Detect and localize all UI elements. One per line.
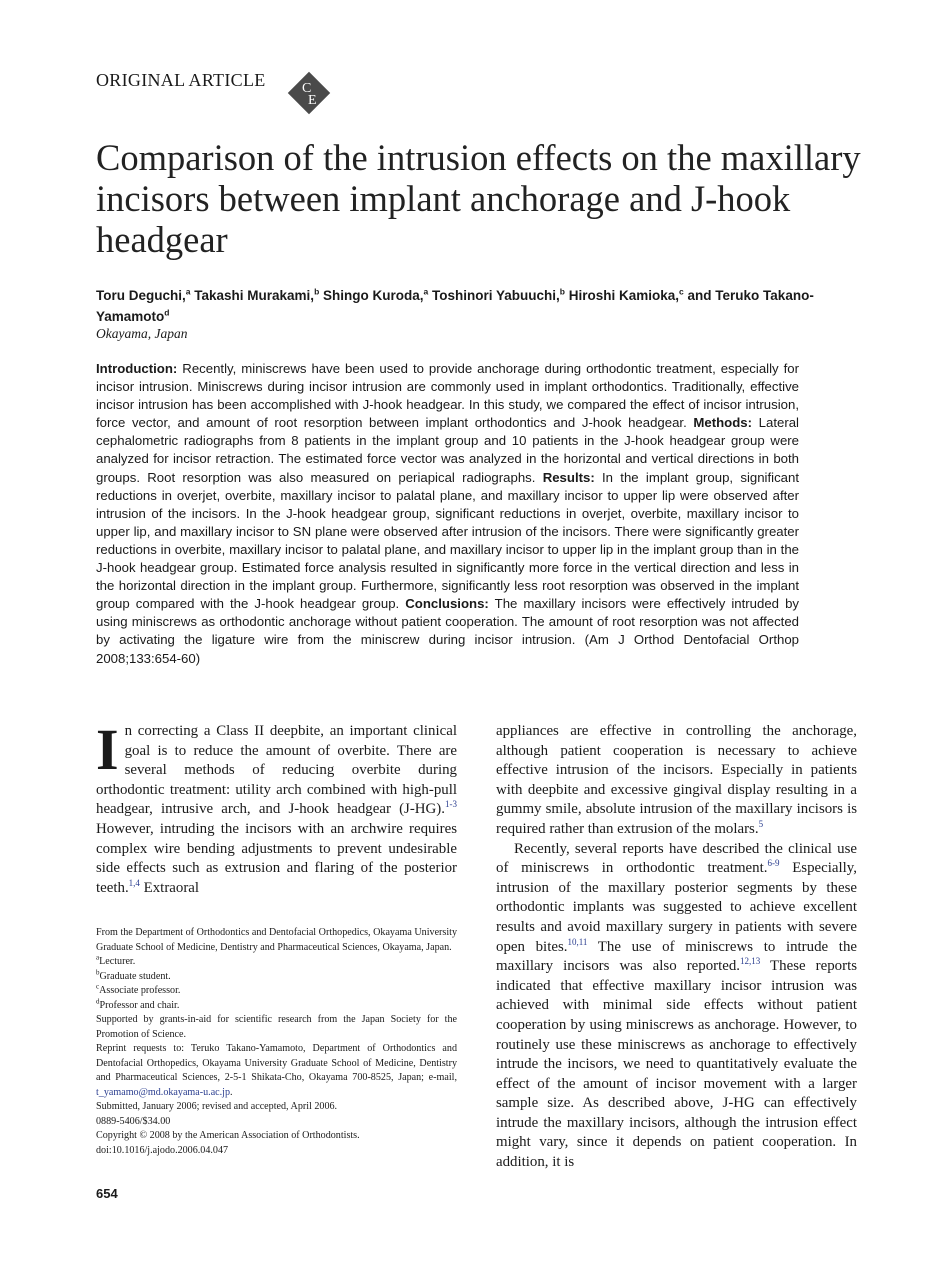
author-name: Hiroshi Kamioka, — [568, 288, 680, 303]
section-label: ORIGINAL ARTICLE — [96, 70, 266, 90]
citation-link[interactable]: 1-3 — [445, 799, 457, 810]
citation-link[interactable]: 5 — [758, 819, 764, 829]
footnote-text: . — [230, 1086, 233, 1098]
abstract-intro-text: Recently, miniscrews have been used to provide anchorage during orthodontic treatment, especially for incisor intrusion. Miniscrews during incisor intrusion are commonly used in implant orthodontics. Traditionally, effective incisor intrusion has been accomplished with J-hook headgear. In this study, we compared the effect of incisor intrusion, force vector, and amount of root resorption between implant orthodontics and J-hook headgear. — [96, 361, 799, 431]
citation-link[interactable]: 10,11 — [567, 936, 588, 947]
footnote-role — [96, 955, 457, 970]
abstract-methods-label: Methods: — [693, 415, 753, 431]
author-affiliation-mark: d — [164, 307, 170, 318]
body-column-right — [496, 722, 857, 1173]
body-text: However, intruding the incisors with an archwire requires complex wire bending adjustments to prevent undesirable side effects such as extrusion and flaring of the posterior teeth. — [96, 820, 457, 896]
footnote-department: From the Department of Orthodontics and Dentofacial Orthopedics, Okayama University Graduate School of Medicine, Dentistry and Pharmaceutical Sciences, Okayama, Japan. — [96, 927, 457, 953]
footnote-mark: c — [96, 982, 100, 991]
author-name: Takashi Murakami, — [194, 288, 315, 303]
body-paragraph — [96, 717, 457, 898]
author-name: Toru Deguchi, — [96, 288, 186, 303]
abstract-conclusions-label: Conclusions: — [405, 596, 489, 612]
article-title: Comparison of the intrusion effects on the maxillary incisors between implant anchorage and J-hook headgear — [96, 137, 861, 260]
page-number: 654 — [96, 1186, 118, 1201]
author-name: Toshinori Yabuuchi, — [432, 288, 560, 303]
body-column-left — [96, 717, 457, 898]
footnote-mark: d — [96, 997, 100, 1006]
abstract-results-label: Results: — [542, 469, 595, 485]
footnote-mark: a — [96, 953, 100, 962]
author-location: Okayama, Japan — [96, 326, 188, 341]
body-paragraph — [496, 722, 857, 840]
abstract-intro-label: Introduction: — [96, 361, 178, 376]
footnote-text: Graduate student. — [99, 970, 171, 982]
footnotes — [96, 926, 457, 1158]
badge-letter-bottom: E — [308, 93, 317, 108]
footnote-role — [96, 984, 457, 999]
abstract-conclusions-text: The maxillary incisors were effectively intruded by using miniscrews as orthodontic anchorage without patient cooperation. The amount of root resorption was not affected by activating the ligature wire from the miniscrew during incisor intrusion. (Am J Orthod Dentofacial Orthop 2008;133:654-60) — [96, 596, 799, 666]
body-text: Especially, intrusion of the maxillary posterior segments by these orthodontic implants was suggested to achieve excellent results and avoid maxillary surgery in patients with severe open bites. — [496, 860, 857, 955]
body-text: appliances are effective in controlling the anchorage, although patient cooperation is necessary to achieve effective intrusion of the incisors. Especially in patients with deepbite and excessive gingival display resulting in a gummy smile, absolute intrusion of the maxillary incisors is required rather than extrusion of the molars. — [496, 723, 857, 837]
body-paragraph — [496, 840, 857, 1173]
badge-letter-top: C — [302, 81, 312, 96]
footnote-support: Supported by grants-in-aid for scientific research from the Japan Society for the Promotion of Science. — [96, 1014, 457, 1040]
author-name: Shingo Kuroda, — [323, 288, 424, 303]
footnote-text: Lecturer. — [99, 956, 136, 967]
email-link[interactable]: t_yamamo@md.okayama-u.ac.jp — [96, 1086, 231, 1098]
footnote-role — [96, 999, 457, 1014]
author-list — [96, 285, 856, 327]
citation-link[interactable]: 12,13 — [740, 956, 761, 967]
author-affiliation-mark: a — [185, 286, 191, 297]
footnote-copyright: Copyright © 2008 by the American Association of Orthodontists. — [96, 1130, 360, 1141]
body-text: The use of miniscrews to intrude the maxillary incisors was also reported. — [496, 938, 858, 975]
author-affiliation-mark: b — [559, 286, 565, 297]
footnote-mark: b — [96, 968, 100, 977]
abstract-methods-text: Lateral cephalometric radiographs from 8 patients in the implant group and 10 patients in the J-hook headgear group were analyzed for incisor retraction. The estimated force vector was analyzed in the horizontal and vertical directions in both groups. Root resorption was also measured on periapical radiographs. — [96, 415, 799, 485]
footnote-doi: doi:10.1016/j.ajodo.2006.04.047 — [96, 1144, 229, 1156]
footnote-submitted: Submitted, January 2006; revised and accepted, April 2006. — [96, 1101, 338, 1112]
footnote-issn: 0889-5406/$34.00 — [96, 1115, 171, 1127]
abstract-results-text: In the implant group, significant reductions in overjet, overbite, maxillary incisor to palatal plane, and maxillary incisor to upper lip were observed after intrusion of the incisors. In the J-hook headgear group, significant reductions in overjet, overbite, maxillary incisor to upper lip, and maxillary incisor to SN plane were observed after intrusion of the incisors. There were significantly greater reductions in overbite, maxillary incisor to palatal plane, and maxillary incisor to upper lip in the implant group than in the J-hook headgear group. Estimated force analysis resulted in significantly more force in the vertical direction and less in the horizontal direction in the implant group. Furthermore, significantly less root resorption was observed in the implant group compared with the J-hook headgear group. — [96, 469, 799, 612]
body-text: These reports indicated that effective maxillary incisor intrusion was achieved with minimal side effects without patient cooperation by using miniscrews as anchorage. However, to routinely use these miniscrews as anchorage to effectively intrude the incisors, we need to quantitatively evaluate the effect of the amount of incisor movement with a larger sample size. As described above, J-HG can effectively intrude the maxillary incisors, although the intrusion effect might vary, since it depends on patient cooperation. In addition, it is — [496, 958, 857, 1171]
author-affiliation-mark: c — [679, 286, 684, 297]
citation-link[interactable]: 6-9 — [767, 858, 780, 869]
citation-link[interactable]: 1,4 — [128, 877, 140, 888]
drop-cap: I — [96, 717, 119, 782]
footnote-text: Associate professor. — [99, 985, 181, 996]
author-affiliation-mark: a — [423, 286, 429, 297]
footnote-role — [96, 970, 457, 985]
footnote-reprint — [96, 1042, 457, 1100]
body-text: Extraoral — [139, 879, 200, 896]
continuing-education-badge-icon — [284, 68, 334, 118]
body-text: Recently, several reports have described the clinical use of miniscrews in orthodontic treatment. — [496, 840, 857, 877]
footnote-text: Reprint requests to: Teruko Takano-Yamamoto, Department of Orthodontics and Dentofacial Orthopedics, Okayama University Graduate School of Medicine, Dentistry and Pharmaceutical Sciences, 2-5-1 Shikata-Cho, Okayama 700-8525, Japan; e-mail, — [96, 1043, 457, 1083]
author-affiliation-mark: b — [314, 286, 320, 297]
body-text: n correcting a Class II deepbite, an important clinical goal is to reduce the amount of overbite. There are several methods of reducing overbite during orthodontic treatment: utility arch combined with high-pull headgear, intrusive arch, and J-hook headgear (J-HG). — [96, 723, 457, 818]
footnote-text: Professor and chair. — [99, 999, 180, 1011]
abstract — [96, 360, 799, 668]
author-name: and Teruko Takano-Yamamoto — [96, 288, 814, 324]
